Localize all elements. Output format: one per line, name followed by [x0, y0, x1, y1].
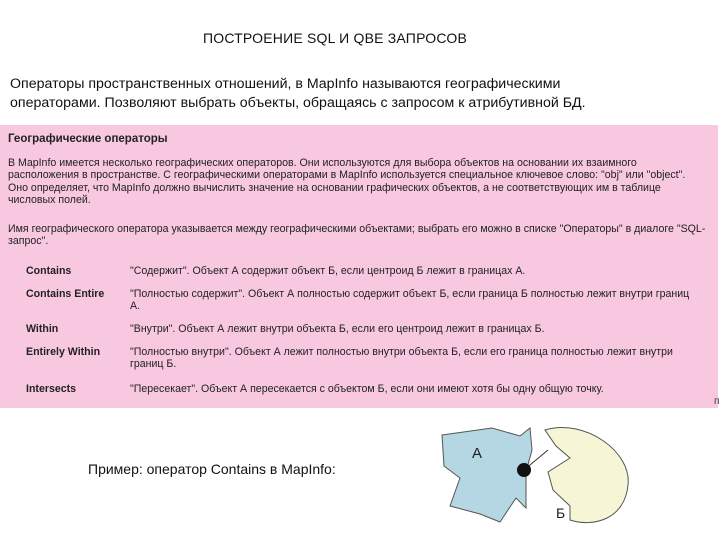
example-caption: Пример: оператор Contains в MapInfo: — [88, 461, 336, 477]
operator-name-contains: Contains — [26, 265, 72, 277]
operator-name-contains-entire: Contains Entire — [26, 288, 105, 300]
intro-text — [10, 75, 700, 113]
operator-desc-within: "Внутри". Объект А лежит внутри объекта Б, если его центроид лежит в границах Б. — [130, 323, 545, 335]
intro-line-1: Операторы пространственных отношений, в MapInfo называются географическими — [10, 76, 561, 92]
contains-example-diagram — [420, 410, 660, 540]
operator-name-entirely-within: Entirely Within — [26, 346, 101, 358]
operator-desc-contains: "Содержит". Объект А содержит объект Б, если центроид Б лежит в границах А. — [130, 265, 526, 277]
operator-desc-intersects: "Пересекает". Объект А пересекается с объектом Б, если они имеют хотя бы одну общую точку. — [130, 383, 604, 395]
panel-paragraph-2: Имя географического оператора указывается между географическими объектами; выбрать его можно в списке "Операторы" в диалоге "SQL-запрос". — [8, 223, 706, 248]
operator-desc-entirely-within: "Полностью внутри". Объект А лежит полностью внутри объекта Б, если его граница полностью лежит внутри границ Б. — [130, 346, 673, 371]
panel-paragraph-1: В MapInfo имеется несколько географических операторов. Они используются для выбора объектов на основании их взаимного расположения в пространстве. С географическими операторами в MapInfo используется специальное ключевое слово: "obj" или "object". Оно определяет, что MapInfo должно вычислить значение на основании графических объектов, а не соответствующих им в таблице числовых полей. — [8, 157, 686, 207]
label-a: А — [472, 445, 483, 462]
shape-a-polygon — [442, 428, 532, 522]
page-title: ПОСТРОЕНИЕ SQL И QBE ЗАПРОСОВ — [202, 30, 468, 46]
edge-fragment: п — [714, 396, 720, 407]
centroid-point — [517, 463, 531, 477]
intro-line-2: операторами. Позволяют выбрать объекты, обращаясь с запросом к атрибутивной БД. — [10, 95, 586, 111]
operator-name-intersects: Intersects — [26, 383, 77, 395]
operator-name-within: Within — [26, 323, 59, 335]
label-b: Б — [556, 505, 566, 521]
panel-heading: Географические операторы — [8, 133, 168, 145]
geographic-operators-panel — [0, 125, 718, 408]
operator-desc-contains-entire: "Полностью содержит". Объект А полностью содержит объект Б, если граница Б полностью лежит внутри границ А. — [130, 288, 690, 313]
